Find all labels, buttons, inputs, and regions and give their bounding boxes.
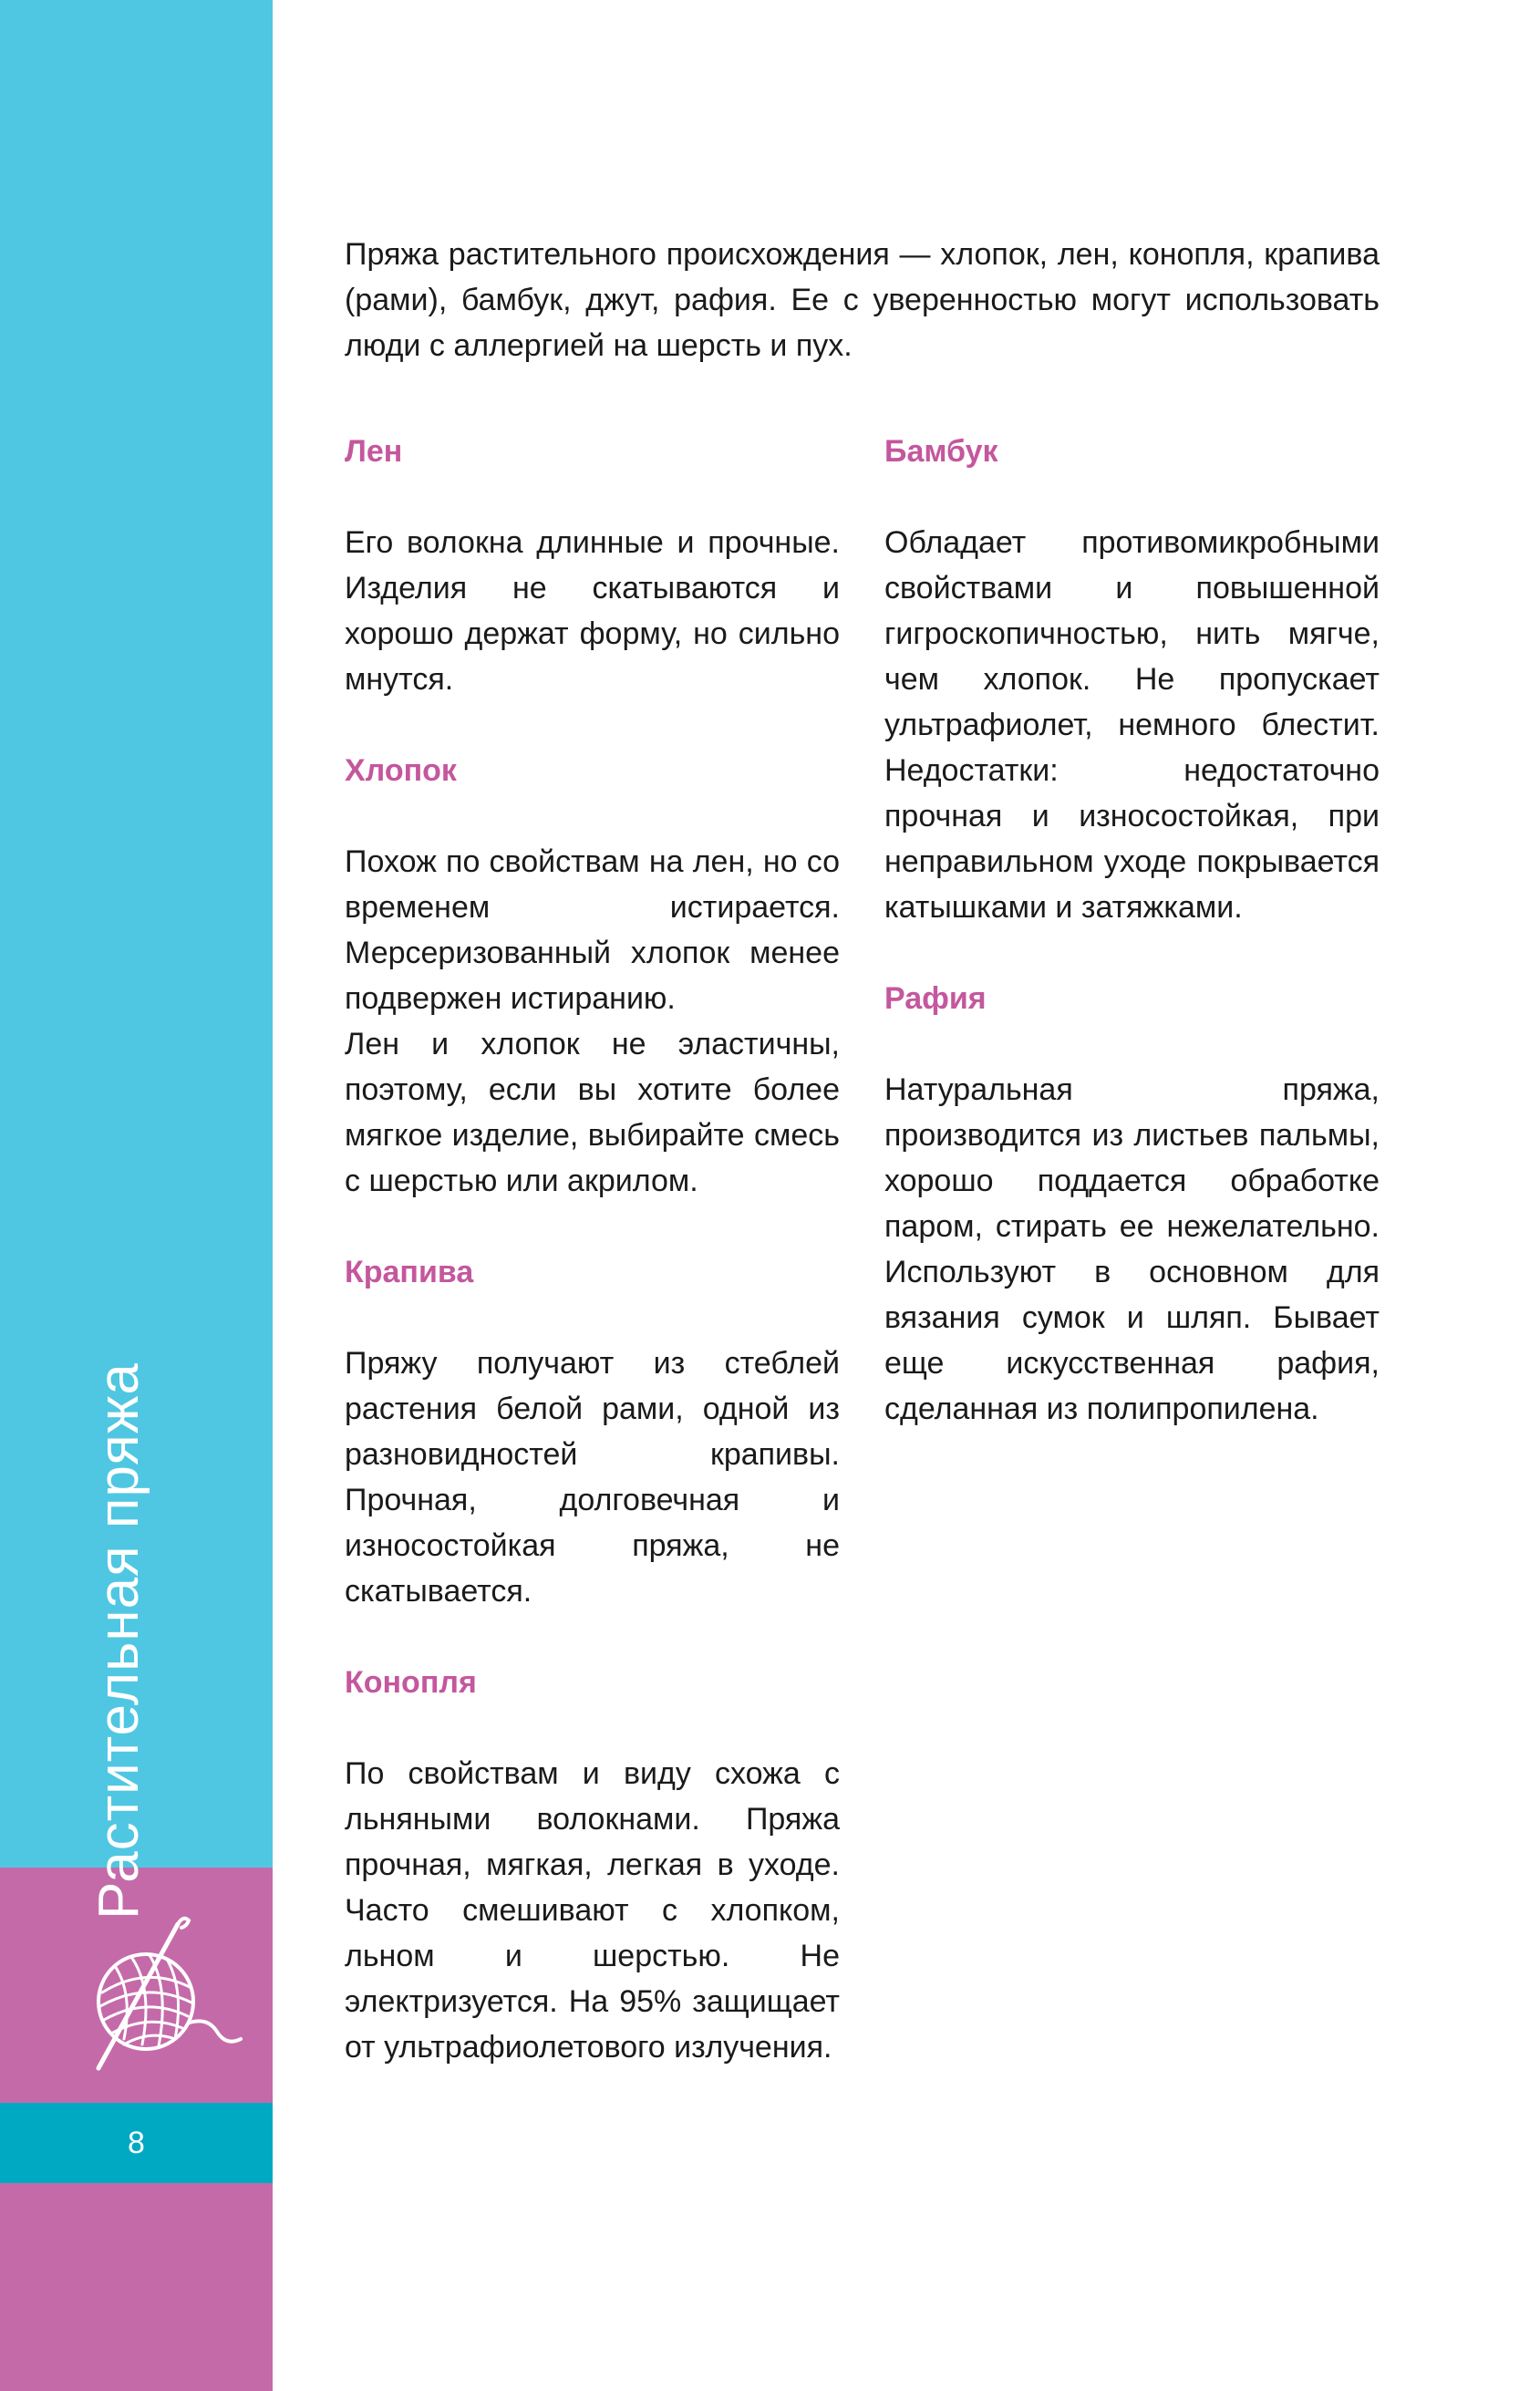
chapter-title: Растительная пряжа [88, 1362, 150, 1920]
section-text: Натуральная пряжа, производится из листьев пальмы, хорошо поддается обработке паром, стирать ее нежелательно. Используют в основном для вязания сумок и шляп. Бывает еще искусственная рафия, сделанная из полипропилена. [884, 1072, 1380, 1426]
sidebar [0, 0, 273, 2391]
section-title: Рафия [884, 981, 987, 1016]
section-text: Обладает противомикробными свойствами и повышенной гигроскопичностью, нить мягче, чем хлопок. Не пропускает ультрафиолет, немного блестит. Недостатки: недостаточно прочная и износостойкая, при неправильном уходе покрывается катышками и затяжками. [884, 525, 1380, 925]
section-title: Бамбук [884, 434, 998, 469]
section-text: Похож по свойствам на лен, но со временем истирается. Мерсеризованный хлопок менее подвержен истиранию. [345, 844, 840, 1016]
section-text: Его волокна длинные и прочные. Изделия не скатываются и хорошо держат форму, но сильно мнутся. [345, 525, 840, 697]
section-krapiva [345, 1249, 840, 1614]
section-konoplya [345, 1660, 840, 2070]
sidebar-pink-band-bottom [0, 2183, 273, 2391]
section-title: Лен [345, 434, 403, 469]
section-khlopok [345, 748, 840, 1204]
left-column [345, 429, 840, 2116]
intro-paragraph: Пряжа растительного происхождения — хлопок, лен, конопля, крапива (рами), бамбук, джут, рафия. Ее с уверенностью могут использовать люди с аллергией на шерсть и пух. [345, 237, 1380, 363]
section-text: Пряжу получают из стеблей растения белой рами, одной из разновидностей крапивы. Прочная, долговечная и износостойкая пряжа, не скатывается. [345, 1346, 840, 1609]
section-text: По свойствам и виду схожа с льняными волокнами. Пряжа прочная, мягкая, легкая в уходе. Часто смешивают с хлопком, льном и шерстью. Не электризуется. На 95% защищает от ультрафиолетового излучения. [345, 1756, 840, 2065]
section-title: Крапива [345, 1255, 474, 1289]
section-title: Конопля [345, 1665, 477, 1700]
page-number: 8 [128, 2126, 145, 2160]
section-text: Лен и хлопок не эластичны, поэтому, если вы хотите более мягкое изделие, выбирайте смесь с шерстью или акрилом. [345, 1027, 840, 1198]
section-bambuk [884, 429, 1380, 930]
right-column [884, 429, 1380, 1477]
section-len [345, 429, 840, 702]
section-rafiya [884, 976, 1380, 1432]
yarn-ball-crochet-hook-icon [73, 1906, 246, 2079]
section-title: Хлопок [345, 753, 457, 788]
